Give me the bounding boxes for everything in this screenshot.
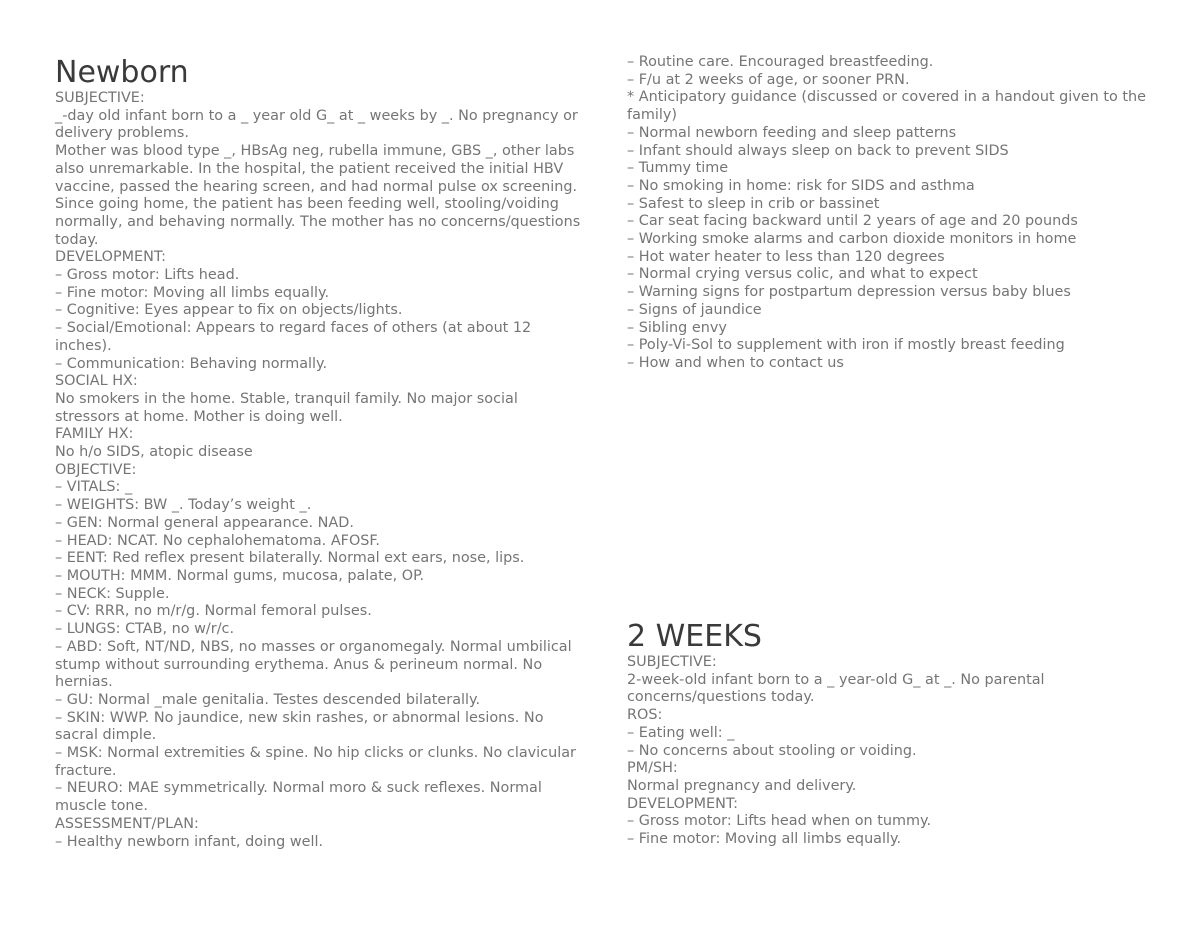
two-weeks-section xyxy=(627,620,1167,849)
two-weeks-line: – Eating well: _ xyxy=(627,724,735,741)
newborn-line: – NECK: Supple. xyxy=(55,585,170,602)
two-weeks-title: 2 WEEKS xyxy=(627,619,762,654)
plan-line: – Hot water heater to less than 120 degrees xyxy=(627,248,945,265)
plan-line: – Safest to sleep in crib or bassinet xyxy=(627,195,880,212)
newborn-line: OBJECTIVE: xyxy=(55,461,137,478)
newborn-line: – Cognitive: Eyes appear to fix on objects/lights. xyxy=(55,302,403,319)
plan-line: – Warning signs for postpartum depression versus baby blues xyxy=(627,284,1071,301)
newborn-line: – NEURO: MAE symmetrically. Normal moro & suck reflexes. Normal muscle tone. xyxy=(55,780,542,815)
newborn-line: – VITALS: _ xyxy=(55,479,133,496)
plan-line: – Routine care. Encouraged breastfeeding. xyxy=(627,54,934,70)
two-weeks-line: PM/SH: xyxy=(627,760,678,777)
two-weeks-line: – No concerns about stooling or voiding. xyxy=(627,742,917,759)
plan-line: – No smoking in home: risk for SIDS and asthma xyxy=(627,177,975,194)
newborn-line: – SKIN: WWP. No jaundice, new skin rashes, or abnormal lesions. No sacral dimple. xyxy=(55,709,544,744)
newborn-line: SOCIAL HX: xyxy=(55,373,138,390)
newborn-line: – WEIGHTS: BW _. Today’s weight _. xyxy=(55,497,312,514)
newborn-line: – EENT: Red reflex present bilaterally. Normal ext ears, nose, lips. xyxy=(55,550,525,567)
newborn-line: FAMILY HX: xyxy=(55,426,134,443)
newborn-line: No h/o SIDS, atopic disease xyxy=(55,444,253,461)
newborn-line: – Communication: Behaving normally. xyxy=(55,355,328,372)
plan-line: – Working smoke alarms and carbon dioxide monitors in home xyxy=(627,231,1077,248)
newborn-line: – LUNGS: CTAB, no w/r/c. xyxy=(55,621,235,638)
newborn-title: Newborn xyxy=(55,55,189,90)
plan-line: – Signs of jaundice xyxy=(627,301,762,318)
newborn-line: – Fine motor: Moving all limbs equally. xyxy=(55,284,330,301)
plan-line: – Normal newborn feeding and sleep patterns xyxy=(627,124,957,141)
two-weeks-line: 2-week-old infant born to a _ year-old G_ at _. No parental concerns/questions today. xyxy=(627,671,1045,706)
two-weeks-line: – Fine motor: Moving all limbs equally. xyxy=(627,831,902,848)
newborn-line: _-day old infant born to a _ year old G_ at _ weeks by _. No pregnancy or delivery problems. xyxy=(55,107,578,142)
two-weeks-lines xyxy=(627,654,1167,849)
plan-line: – Infant should always sleep on back to prevent SIDS xyxy=(627,142,1009,159)
newborn-line: – GEN: Normal general appearance. NAD. xyxy=(55,514,354,531)
two-weeks-line: – Gross motor: Lifts head when on tummy. xyxy=(627,813,932,830)
newborn-line: No smokers in the home. Stable, tranquil family. No major social stressors at home. Mother is doing well. xyxy=(55,390,518,425)
newborn-line: – ABD: Soft, NT/ND, NBS, no masses or organomegaly. Normal umbilical stump without surrounding erythema. Anus & perineum normal. No hernias. xyxy=(55,638,572,691)
plan-line: – Sibling envy xyxy=(627,319,727,336)
newborn-section xyxy=(55,56,585,851)
newborn-line: ASSESSMENT/PLAN: xyxy=(55,815,199,832)
newborn-lines xyxy=(55,90,585,851)
newborn-line: – CV: RRR, no m/r/g. Normal femoral pulses. xyxy=(55,603,372,620)
newborn-line: SUBJECTIVE: xyxy=(55,90,145,106)
newborn-line: – MOUTH: MMM. Normal gums, mucosa, palate, OP. xyxy=(55,567,425,584)
plan-line: – F/u at 2 weeks of age, or sooner PRN. xyxy=(627,71,910,88)
plan-line: – How and when to contact us xyxy=(627,354,844,371)
plan-line: * Anticipatory guidance (discussed or covered in a handout given to the family) xyxy=(627,89,1146,124)
newborn-line: – HEAD: NCAT. No cephalohematoma. AFOSF. xyxy=(55,532,380,549)
plan-line: – Tummy time xyxy=(627,160,729,177)
newborn-line: – MSK: Normal extremities & spine. No hip clicks or clunks. No clavicular fracture. xyxy=(55,745,576,779)
plan-line: – Normal crying versus colic, and what to expect xyxy=(627,266,978,283)
newborn-line: DEVELOPMENT: xyxy=(55,249,166,266)
two-weeks-line: Normal pregnancy and delivery. xyxy=(627,777,857,794)
newborn-line: Since going home, the patient has been feeding well, stooling/voiding normally, and behaving normally. The mother has no concerns/questions today. xyxy=(55,196,581,248)
two-weeks-line: ROS: xyxy=(627,707,663,724)
newborn-line: – Healthy newborn infant, doing well. xyxy=(55,833,324,850)
newborn-line: – GU: Normal _male genitalia. Testes descended bilaterally. xyxy=(55,691,481,708)
two-weeks-line: SUBJECTIVE: xyxy=(627,654,717,670)
plan-lines xyxy=(627,54,1167,373)
plan-line: – Car seat facing backward until 2 years of age and 20 pounds xyxy=(627,213,1078,230)
newborn-line: Mother was blood type _, HBsAg neg, rubella immune, GBS _, other labs also unremarkable. In the hospital, the patient received the initial HBV vaccine, passed the hearing screen, and had normal pulse ox screening. xyxy=(55,143,578,195)
plan-continued-section xyxy=(627,54,1167,373)
plan-line: – Poly-Vi-Sol to supplement with iron if mostly breast feeding xyxy=(627,337,1065,354)
newborn-line: – Social/Emotional: Appears to regard faces of others (at about 12 inches). xyxy=(55,320,532,354)
newborn-line: – Gross motor: Lifts head. xyxy=(55,267,240,284)
two-weeks-line: DEVELOPMENT: xyxy=(627,795,738,812)
